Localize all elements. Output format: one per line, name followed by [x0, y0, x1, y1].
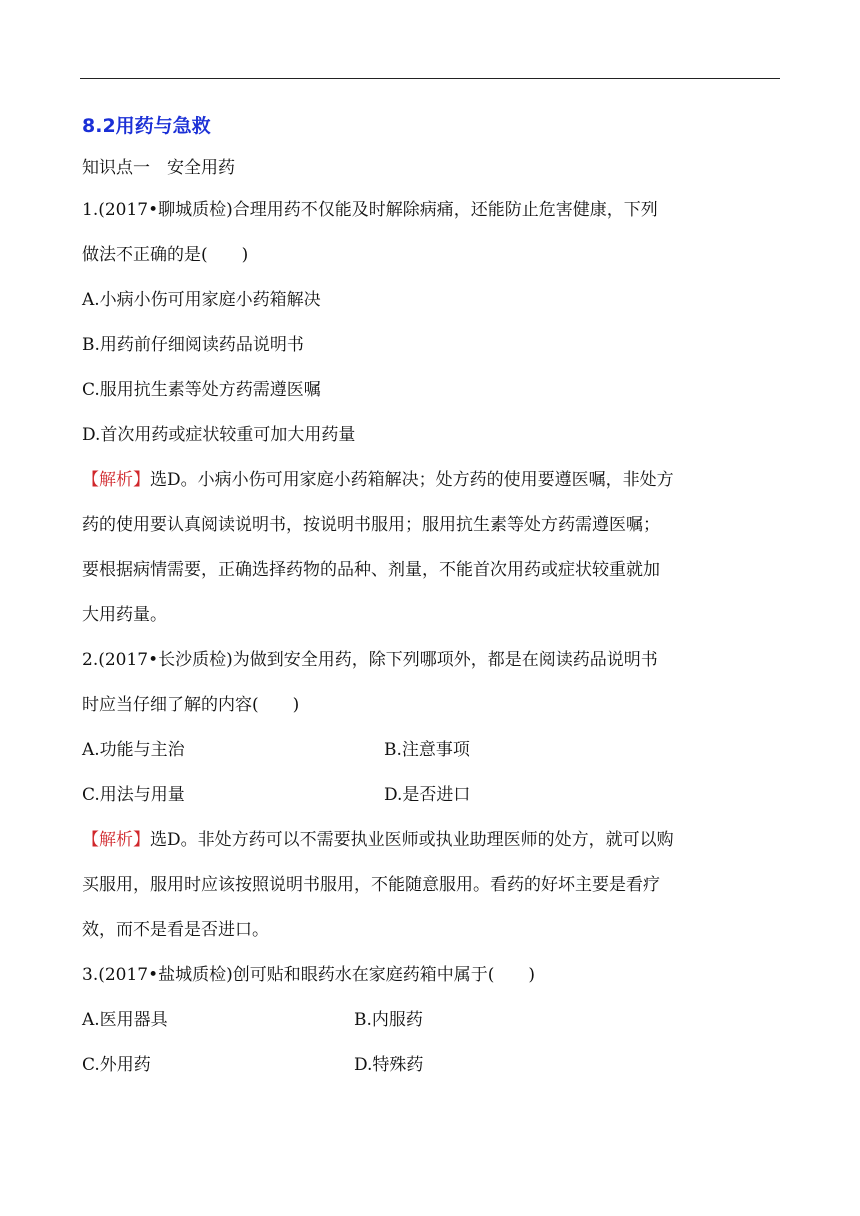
analysis-text: 选D。非处方药可以不需要执业医师或执业助理医师的处方，就可以购 — [150, 830, 674, 850]
question-1 — [82, 188, 782, 638]
header-rule — [80, 78, 780, 79]
option-c: C.服用抗生素等处方药需遵医嘱 — [82, 380, 321, 400]
analysis-tag: 【解析】 — [82, 830, 150, 850]
option-a: A.功能与主治 — [82, 740, 185, 760]
options-row — [82, 773, 782, 818]
analysis-line: 效，而不是看是否进口。 — [82, 920, 269, 940]
option-d: D.特殊药 — [354, 1055, 424, 1075]
question-stem: 1.(2017•聊城质检)合理用药不仅能及时解除病痛，还能防止危害健康，下列 — [82, 200, 658, 220]
option-a: A.医用器具 — [82, 1010, 168, 1030]
option-d: D.是否进口 — [384, 785, 471, 805]
question-stem: 做法不正确的是( ) — [82, 245, 249, 265]
option-c: C.外用药 — [82, 1055, 151, 1075]
option-b: B.用药前仔细阅读药品说明书 — [82, 335, 304, 355]
document-page — [82, 112, 782, 1088]
option-d: D.首次用药或症状较重可加大用药量 — [82, 425, 356, 445]
analysis-line: 买服用，服用时应该按照说明书服用，不能随意服用。看药的好坏主要是看疗 — [82, 875, 660, 895]
question-3 — [82, 953, 782, 1088]
question-2 — [82, 638, 782, 953]
question-stem: 2.(2017•长沙质检)为做到安全用药，除下列哪项外，都是在阅读药品说明书 — [82, 650, 658, 670]
analysis-tag: 【解析】 — [82, 470, 150, 490]
lesson-title: 8.2用药与急救 — [82, 115, 211, 137]
option-b: B.内服药 — [354, 1010, 423, 1030]
options-row — [82, 1043, 782, 1088]
option-b: B.注意事项 — [384, 740, 470, 760]
analysis-line: 药的使用要认真阅读说明书，按说明书服用；服用抗生素等处方药需遵医嘱； — [82, 515, 660, 535]
analysis-text: 选D。小病小伤可用家庭小药箱解决；处方药的使用要遵医嘱，非处方 — [150, 470, 674, 490]
question-stem: 3.(2017•盐城质检)创可贴和眼药水在家庭药箱中属于( ) — [82, 965, 536, 985]
option-c: C.用法与用量 — [82, 785, 185, 805]
options-row — [82, 998, 782, 1043]
analysis-line — [82, 458, 782, 503]
section-heading: 知识点一 安全用药 — [82, 158, 235, 178]
option-a: A.小病小伤可用家庭小药箱解决 — [82, 290, 321, 310]
analysis-line: 要根据病情需要，正确选择药物的品种、剂量，不能首次用药或症状较重就加 — [82, 560, 660, 580]
options-row — [82, 728, 782, 773]
question-stem: 时应当仔细了解的内容( ) — [82, 695, 300, 715]
analysis-line: 大用药量。 — [82, 605, 167, 625]
analysis-line — [82, 818, 782, 863]
